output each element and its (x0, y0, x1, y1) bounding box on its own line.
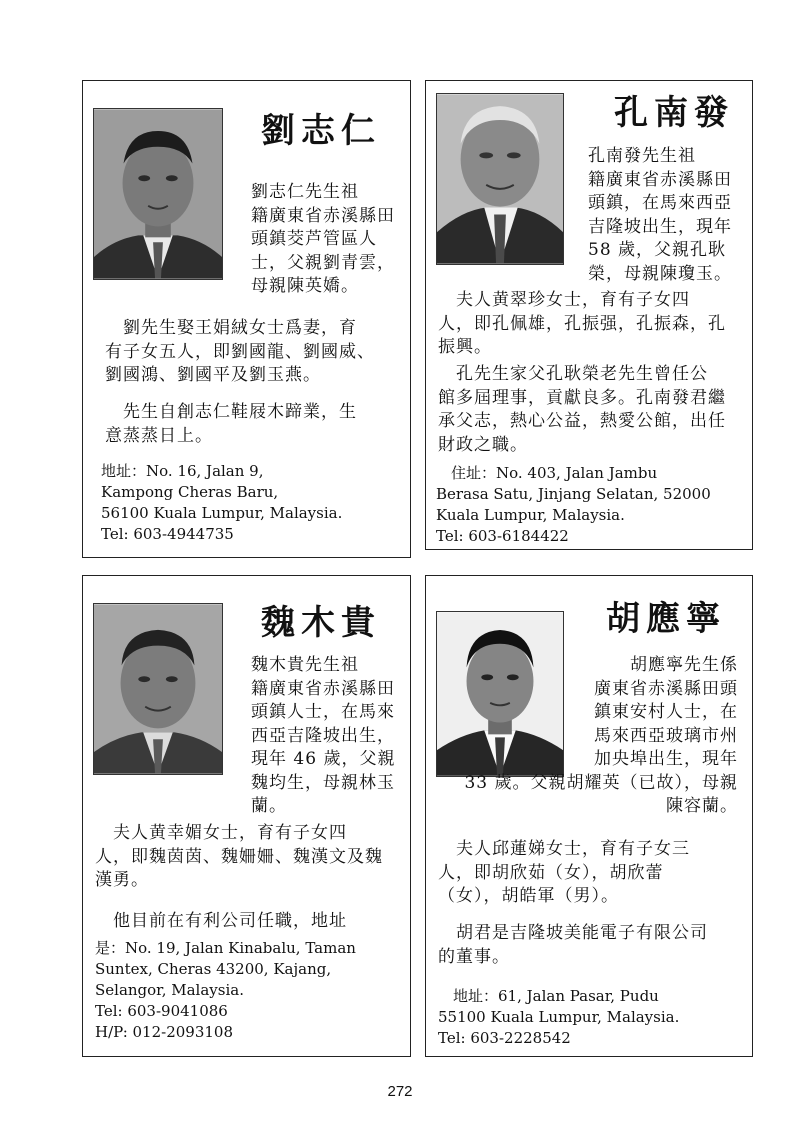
family-paragraph: 夫人邱蓮娣女士，育有子女三 人，即胡欣茹（女），胡欣蕾 （女），胡皓軍（男）。 (438, 839, 690, 906)
address-block: 地址：61, Jalan Pasar, Pudu 55100 Kuala Lumpur, Malaysia. Tel: 603-2228542 (438, 987, 680, 1047)
portrait-photo (93, 108, 223, 280)
person-name: 孔南發 (614, 93, 734, 133)
profile-card-kong-nan-fa (425, 80, 753, 550)
address-block: 住址：No. 403, Jalan Jambu Berasa Satu, Jinjang Selatan, 52000 Kuala Lumpur, Malaysia. Tel: 603-6184422 (436, 464, 711, 545)
intro-text: 胡應寧先生係 廣東省赤溪縣田頭 鎮東安村人士，在 馬來西亞玻璃市州 加央埠出生，現年 33 歲。父親胡耀英（已故），母親 陳容蘭。 (464, 655, 738, 816)
business-paragraph: 胡君是吉隆坡美能電子有限公司 的董事。 (438, 923, 708, 967)
person-name: 魏木貴 (261, 603, 381, 643)
portrait-photo (93, 603, 223, 775)
person-name: 胡應寧 (606, 599, 726, 639)
occupation-paragraph: 他目前在有利公司任職，地址 (95, 911, 347, 931)
portrait-image (94, 109, 222, 279)
profile-card-hu-ying-ning (425, 575, 753, 1057)
intro-text: 孔南發先生祖 籍廣東省赤溪縣田 頭鎮，在馬來西亞 吉隆坡出生，現年 58 歲，父親孔耿 榮，母親陳瓊玉。 (588, 146, 732, 284)
person-name: 劉志仁 (261, 111, 381, 151)
portrait-photo (436, 93, 564, 265)
family-paragraph: 夫人黄翠珍女士，育有子女四 人，即孔佩雄，孔振强，孔振森，孔 振興。 (438, 290, 726, 357)
family-paragraph: 劉先生娶王娟絨女士爲妻，育 有子女五人，即劉國龍、劉國威、 劉國鴻、劉國平及劉玉燕。 (105, 318, 375, 385)
business-paragraph: 先生自創志仁鞋屐木蹄業，生 意蒸蒸日上。 (105, 402, 357, 446)
community-paragraph: 孔先生家父孔耿榮老先生曾任公 館多屆理事，貢獻良多。孔南發君繼 承父志，熱心公益，熱愛公館，出任 財政之職。 (438, 364, 726, 455)
portrait-image (94, 604, 222, 774)
address-block: 地址：No. 16, Jalan 9, Kampong Cheras Baru, 56100 Kuala Lumpur, Malaysia. Tel: 603-4944735 (101, 462, 343, 543)
intro-text: 劉志仁先生祖 籍廣東省赤溪縣田 頭鎮茭芦管區人 士，父親劉青雲， 母親陳英嬌。 (251, 182, 395, 296)
intro-text: 魏木貴先生祖 籍廣東省赤溪縣田 頭鎮人士，在馬來 西亞吉隆坡出生， 現年 46 歲，父親 魏均生，母親林玉蘭。 (251, 655, 396, 816)
profile-card-wei-mu-gui (82, 575, 411, 1057)
address-block: 是：No. 19, Jalan Kinabalu, Taman Suntex, Cheras 43200, Kajang, Selangor, Malaysia. Tel: 603-9041086 H/P: 012-2093108 (95, 939, 356, 1041)
page-number: 272 (387, 1083, 413, 1100)
portrait-image (437, 94, 563, 264)
profile-card-liu-zhi-ren (82, 80, 411, 558)
family-paragraph: 夫人黄幸媚女士，育有子女四 人，即魏茵茵、魏姍姍、魏漢文及魏 漢勇。 (95, 823, 383, 890)
